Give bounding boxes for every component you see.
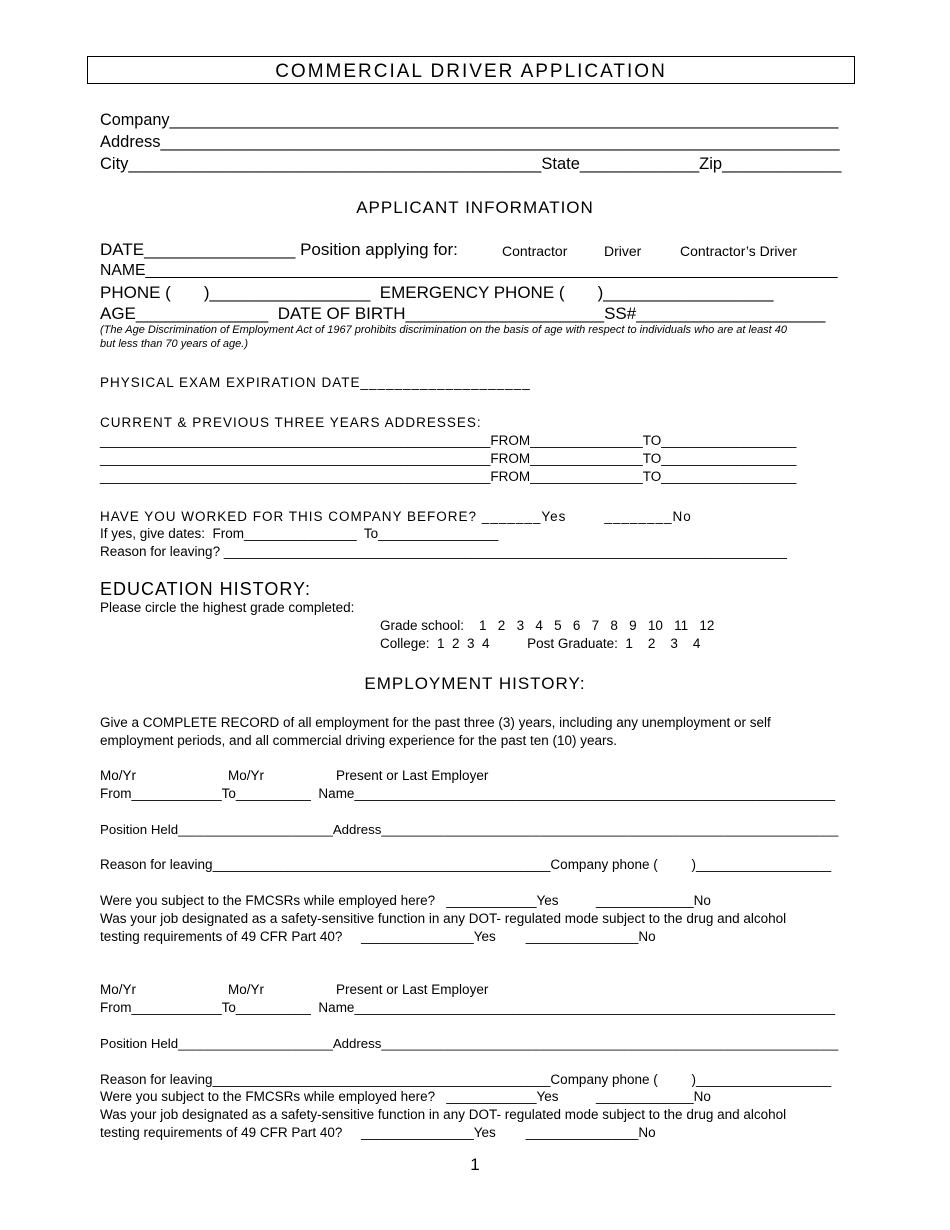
employer-1-dot-answer[interactable]: testing requirements of 49 CFR Part 40? _______________Yes _______________No (100, 929, 656, 944)
employer-1-col-moyr-from: Mo/Yr (100, 768, 137, 783)
reason-for-leaving-field[interactable]: Reason for leaving? ___________________________________________________________________________ (100, 544, 787, 559)
education-heading: EDUCATION HISTORY: (100, 579, 312, 599)
position-option-contractors-driver[interactable]: Contractor’s Driver (680, 243, 797, 259)
title-box (87, 56, 855, 84)
employer-1-reason-phone[interactable]: Reason for leaving_____________________________________________Company phone ( )__________________ (100, 857, 832, 872)
employer-2-col-employer: Present or Last Employer (336, 982, 489, 997)
grade-school-options[interactable]: Grade school: 1 2 3 4 5 6 7 8 9 10 11 12 (380, 618, 715, 633)
employment-heading: EMPLOYMENT HISTORY: (364, 674, 586, 693)
employer-2-dot-question: Was your job designated as a safety-sensitive function in any DOT- regulated mode subject to the drug and alcohol (100, 1107, 787, 1122)
name-field[interactable]: NAME_______________________________________________________________________________ (100, 262, 838, 279)
employer-1-col-moyr-to: Mo/Yr (228, 768, 265, 783)
phone-field[interactable]: PHONE ( )_________________ EMERGENCY PHONE ( )__________________ (100, 283, 774, 302)
employer-2-reason-phone[interactable]: Reason for leaving_____________________________________________Company phone ( )__________________ (100, 1072, 832, 1087)
employer-2-dot-answer[interactable]: testing requirements of 49 CFR Part 40? _______________Yes _______________No (100, 1125, 656, 1140)
addresses-heading: CURRENT & PREVIOUS THREE YEARS ADDRESSES: (100, 415, 482, 430)
physical-exam-field[interactable]: PHYSICAL EXAM EXPIRATION DATE____________________ (100, 375, 531, 390)
address-row-3[interactable]: ____________________________________________________FROM_______________TO__________________ (100, 469, 797, 484)
employer-1-from-to-name[interactable]: From____________To__________ Name________________________________________________________________ (100, 786, 835, 801)
worked-before-field[interactable]: HAVE YOU WORKED FOR THIS COMPANY BEFORE? _______Yes ________No (100, 509, 692, 524)
page-number: 1 (470, 1155, 480, 1174)
employer-2-position-address[interactable]: Position Held_____________________Address______________________________________________________________ (100, 1036, 839, 1051)
applicant-info-heading: APPLICANT INFORMATION (356, 198, 594, 217)
position-option-contractor[interactable]: Contractor (502, 243, 568, 259)
age-discrimination-notice-cont: but less than 70 years of age.) (100, 338, 248, 350)
employer-1-col-employer: Present or Last Employer (336, 768, 489, 783)
address-row-1[interactable]: ____________________________________________________FROM_______________TO__________________ (100, 433, 797, 448)
employer-2-fmcsr-question[interactable]: Were you subject to the FMCSRs while employed here? ____________Yes _____________No (100, 1089, 711, 1104)
employer-2-from-to-name[interactable]: From____________To__________ Name________________________________________________________________ (100, 1000, 835, 1015)
age-discrimination-notice: (The Age Discrimination of Employment Act of 1967 prohibits discrimination on the basis of age with respect to individuals who are at least 40 (100, 324, 788, 336)
employer-1-dot-question: Was your job designated as a safety-sensitive function in any DOT- regulated mode subject to the drug and alcohol (100, 911, 787, 926)
college-options[interactable]: College: 1 2 3 4 Post Graduate: 1 2 3 4 (380, 636, 701, 651)
employer-1-position-address[interactable]: Position Held_____________________Address______________________________________________________________ (100, 822, 839, 837)
employer-2-col-moyr-from: Mo/Yr (100, 982, 137, 997)
age-dob-ssn-field[interactable]: AGE______________ DATE OF BIRTH_____________________SS#____________________ (100, 304, 826, 323)
company-field[interactable]: Company__________________________________________________________________________ (100, 111, 839, 129)
position-option-driver[interactable]: Driver (604, 243, 642, 259)
circle-grade-instruction: Please circle the highest grade completed: (100, 600, 355, 615)
employment-intro-cont: employment periods, and all commercial driving experience for the past ten (10) years. (100, 733, 617, 748)
if-yes-dates-field[interactable]: If yes, give dates: From_______________ To________________ (100, 526, 499, 541)
page-title: COMMERCIAL DRIVER APPLICATION (275, 61, 667, 82)
city-state-zip-field[interactable]: City_____________________________________________State_____________Zip_____________ (100, 155, 842, 173)
employer-1-fmcsr-question[interactable]: Were you subject to the FMCSRs while employed here? ____________Yes _____________No (100, 893, 711, 908)
address-field[interactable]: Address__________________________________________________________________________ (100, 133, 840, 151)
address-row-2[interactable]: ____________________________________________________FROM_______________TO__________________ (100, 451, 797, 466)
employer-2-col-moyr-to: Mo/Yr (228, 982, 265, 997)
date-position-field[interactable]: DATE________________ Position applying for: (100, 240, 458, 259)
employment-intro: Give a COMPLETE RECORD of all employment for the past three (3) years, including any unemployment or self (100, 715, 771, 730)
